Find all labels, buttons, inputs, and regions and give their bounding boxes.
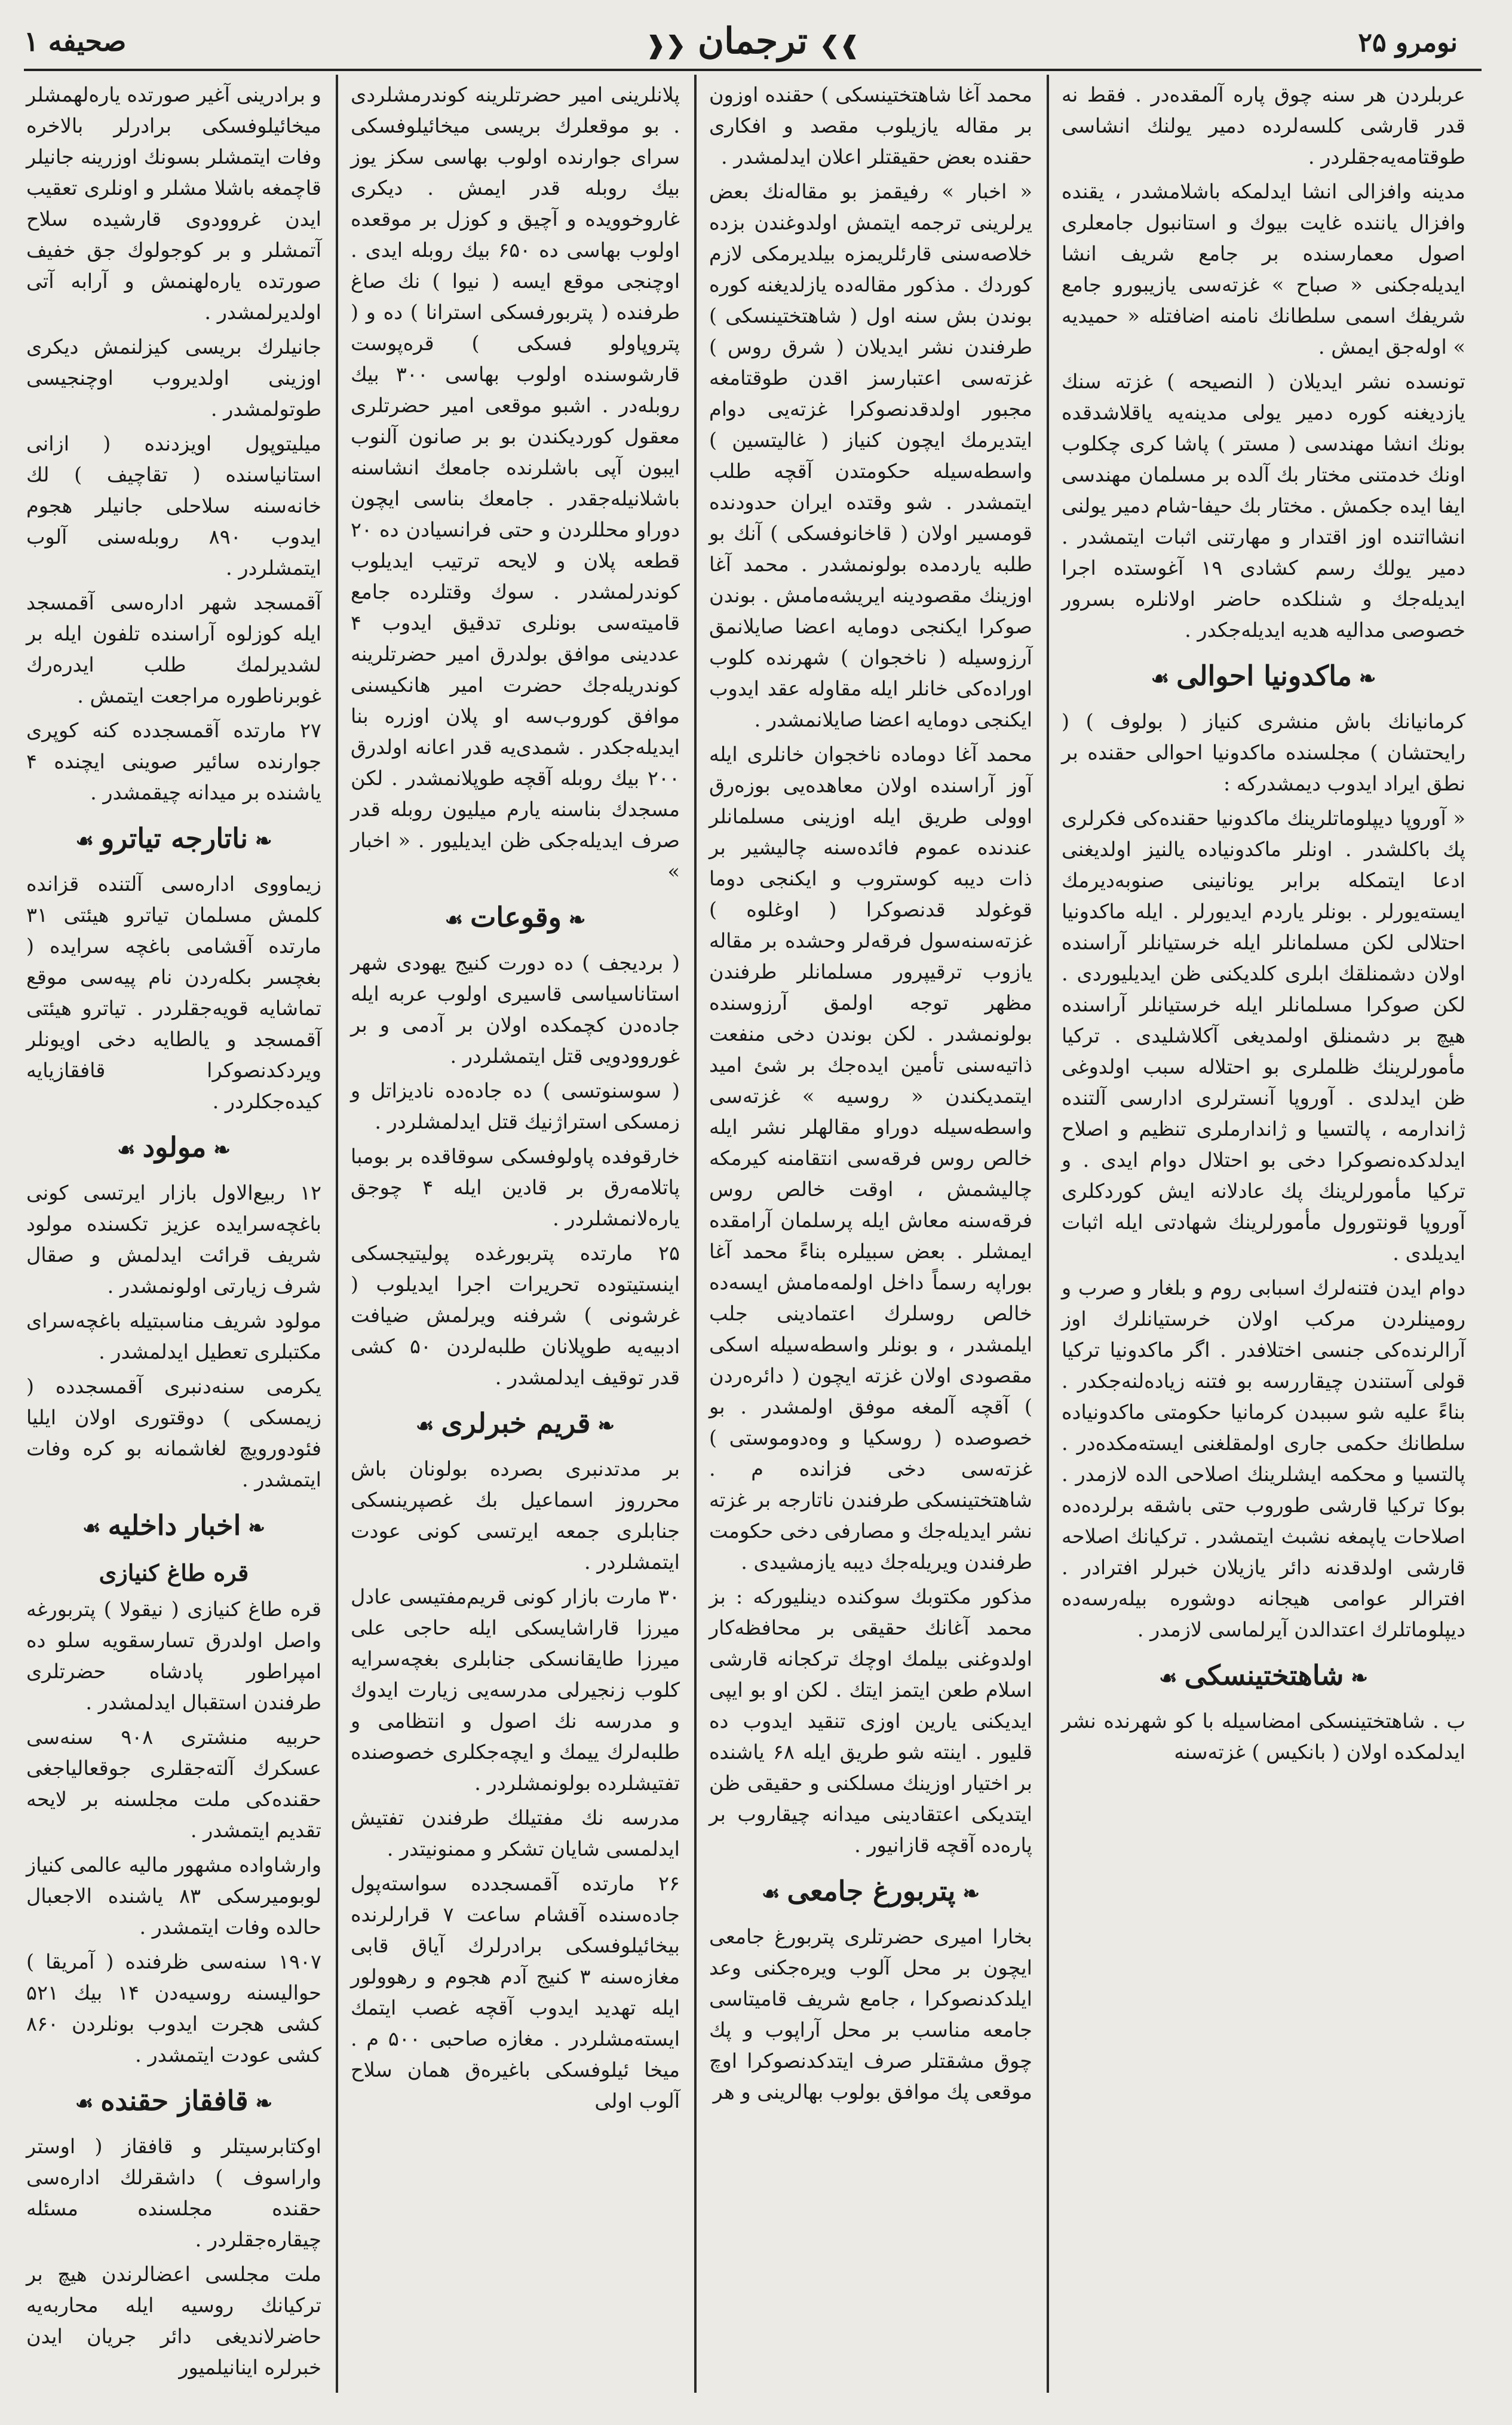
heading-text: مولود <box>142 1131 207 1163</box>
article-paragraph: « اخبار » رفیقمز بو مقاله‌نك بعض یرلرینی ترجمه ایتمش اولدوغندن بزده خلاصه‌سنی قارئلریمزه بیلدیرمکی لازم کوردك . مذکور مقاله‌ده یازلدیغنه کوره بوندن بش سنه اول ( شاهتختینسکی ) طرفندن نشر ایدیلان ( شرق روس ) غزته‌سی اعتبارسز اقدن طوقتامغه مجبور اولدقدنصوکرا غزته‌یی دوام ایتدیرمك ایچون کنیاز ( غالیتسین ) واسطه‌سیله حکومتدن آقچه طلب ایتمشدر . شو وقتده ایران حدودنده قومسیر اولان ( قاخانوفسکی ) آنك بو طلبه یاردمده بولونمشدر . محمد آغا اوزینك مقصودینه ایریشه‌مامش . بوندن صوکرا ایکنجی دومایه اعضا صایلانمق آرزوسیله ( ناخجوان ) شهرنده کلوب اوراده‌کی خانلر ایله مقاوله عقد ایدوب ایکنجی دومایه اعضا صایلانمشدر . <box>709 180 1032 731</box>
article-paragraph: تونسده نشر ایدیلان ( النصیحه ) غزته سنك یازدیغنه کوره دمیر یولی مدینه‌یه یاقلاشدقده بونك انشا مهندسی ( مستر ) پاشا کری چکلوب اونك خدمتنی مختار بك آلده بر مسلمان مهندسی ایفا ایده جکمش . مختار بك حیفا-شام دمیر یولنی انشااتنده اوز اقتدار و مهارتنی اثبات ایتمشدر . دمیر یولك رسم کشادی ۱۹ آغوستده اجرا ایدیله‌جك و شنلکده حاضر اولانلره بسرور خصوصی مدالیه هدیه ایدیله‌جکدر . <box>1062 370 1465 642</box>
article-paragraph: اوکتابرسیتلر و قافقاز ( اوستر واراسوف ) داشقرلك اداره‌سی حقنده مجلسنده مسئله چیقاره‌جقلردر . <box>26 2135 321 2251</box>
section-heading-petersburg <box>709 1869 1032 1915</box>
heading-text: ماکدونیا احوالی <box>1176 660 1352 692</box>
section-heading-crimea <box>351 1402 680 1448</box>
newspaper-title <box>24 20 1482 62</box>
section-heading-caucasus <box>26 2079 321 2125</box>
article-paragraph: محمد آغا دوماده ناخجوان خانلری ایله آوز آراسنده اولان معاهده‌یی بوزه‌رق اوولی طریق ایله اوزینی مسلمانلر عندنده عموم فائده‌سنه چالیشیر بر ذات دیبه کوستروب و ایکنجی دوما قوغولد قدنصوکرا ( اوغلوه ) غزته‌سنه‌سول فرقه‌لر وحشده بر مقاله یازوب ترقیپرور مسلمانلر طرفندن مظهر توجه اولمق آرزوسنده بولونمشدر . لکن بوندن دخی منفعت ذاتیه‌سنی تأمین ایده‌جك بر شئ امید ایتمدیکندن « روسیه » غزته‌سی واسطه‌سیله دوراو مقالهلر نشر ایله خالص روس فرقه‌سی انتقامنه کیرمکه چالیشمش ، اوقت خالص روس فرقه‌سنه معاش ایله پرسلمان آرامقده ایمشلر . بعض سبیلره بناءً محمد آغا بوراپه رسماً داخل اولمه‌مامش ایسه‌ده خالص روسلرك اعتمادینی جلب ایلمشدر ، و بونلر واسطه‌سیله اسکی مقصودی اولان غزته ایچون ( دائره‌ردن ) آقچه آلمغه موفق اولمشدر . بو خصوصده ( روسکیا و وه‌دوموستی ) غزته‌سی دخی فزانده م . شاهتختینسکی طرفندن ناتارجه بر غزته نشر ایدیله‌جك و مصارفی دخی حکومت طرفندن ویریله‌جك دیبه یازمشیدی . <box>709 743 1032 1574</box>
fleuron-icon: ☙ <box>75 2092 94 2116</box>
article-paragraph: محمد آغا شاهتختینسکی ) حقنده اوزون بر مقاله یازیلوب مقصد و افکاری حقنده بعض حقیقتلر اعلان ایدلمشدر . <box>709 83 1032 168</box>
article-paragraph: جانیلرك بریسی کیزلنمش دیکری اوزینی اولدیروب اوچنجیسی طوتولمشدر . <box>26 335 321 421</box>
subheading-karatag <box>26 1556 321 1590</box>
article-paragraph: پلانلرینی امیر حضرتلرینه کوندرمشلردی . بو موقعلرك بریسی میخائیلوفسکی سرای جوارنده اولوب بهاسی سکز یوز بیك روبله قدر ایمش . دیکری غاروخوویده و آچیق و کوزل بر موقعده اولوب بهاسی ده ۶۵۰ بیك روبله ایدی . اوچنجی موقع ایسه ( نیوا ) نك صاغ طرفنده ( پتربورفسکی استرانا ) ده و ( پتروپاولو فسکی ) قره‌پوست قارشوسنده اولوب بهاسی ۳۰۰ بیك روبله‌در . اشبو موقعی امیر حضرتلری معقول کوردیکندن بو بر صانون آلنوب ایبون آپی باشلرنده جامعك انشاسنه باشلانیله‌جقدر . جامعك بناسی ایچون دوراو محللردن و حتی فرانسیادن ده ۲۰ قطعه پلان و لایحه ترتیب ایدیلوب کوندرلمشدر . سوك وقتلرده جامع قامیته‌سی بونلری تدقیق ایدوب ۴ عددینی موافق بولدرق امیر حضرتلرینه کوندریله‌جك حضرت امیر هانکیسنی موافق کوروب‌سه او پلان اوزره بنا ایدیله‌جکدر . شمدی‌یه قدر اعانه اولدرق ۲۰۰ بیك روبله آقچه طوپلانمشدر . لکن مسجدك بناسنه یارم میلیون روبله قدر صرف ایدیله‌جکی ظن ایدیلیور . « اخبار » <box>351 83 680 883</box>
fleuron-icon: ❧ <box>962 1882 980 1906</box>
page-label: صحیفه ۱ <box>24 25 127 57</box>
article-paragraph: « آوروپا دیپلوماتلرینك ماکدونیا حقنده‌کی فکرلری پك باکلشدر . اونلر ماکدونیاده یالنیز اولدیغنی ادعا ایتمکله برابر یونانینی صنوبه‌دیرمك ایسته‌یورلر . بونلر یاردم ایدیورلر . ایله ماکدونیا احتلالی لکن مسلمانلر ایله خرستیانلر آراسنده اولان دشمنلقك ابلری کلدیکنی ظن ایدیلیوردی . لکن صوکرا مسلمانلر ایله خرستیانلر آراسنده هیچ بر دشمنلق اولمدیغی آکلاشلیدی . ترکیا مأمورلرینك ظلملری بو احتلاله سبب اولدوغی ظن ایدلدی . آوروپا آنسترلری ادارسی آلتنده ژاندارمه ، پالتسیا و ژاندارملری تنظیم و اصلاح ایدلدکده‌نصوکرا دخی بو احتلال دوام ایدی . و ترکیا مأمورلرینك پك عادلانه ایش کوردکلری آوروپا قونتورول مأمورلرینك شهادتی ایله اثبات ایدیلدی . <box>1062 807 1465 1265</box>
issue-number: نومرو ۲۵ <box>1358 27 1458 58</box>
article-paragraph: آقمسجد شهر اداره‌سی آقمسجد ایله کوزلوه آراسنده تلفون ایله بر لشدیرلمك طلب ایدره‌رك غوبرناطوره مراجعت ایتمش . <box>26 591 321 707</box>
heading-text: قافقاز حقنده <box>100 2084 249 2117</box>
article-paragraph: بر مدتدنبری بصرده بولونان باش محرروز اسماعیل بك غصپرینسکی جنابلری جمعه ایرتسی کونی عودت ایتمشلردر . <box>351 1457 680 1574</box>
article-paragraph: بخارا امیری حضرتلری پتربورغ جامعی ایچون بر محل آلوب ویره‌جکنی وعد ایلدکدنصوکرا ، جامع شریف قامیتاسی جامعه مناسب بر محل آراپوب و پك چوق مشقتلر صرف ایتدکدنصوکرا اوچ موقعی پك موافق بولوب بهالرینی و هر <box>709 1925 1032 2104</box>
fleuron-icon: ☙ <box>117 1138 136 1162</box>
heading-text: اخبار داخلیه <box>108 1509 241 1541</box>
article-paragraph: ۱۲ ربیع‌الاول بازار ایرتسی کونی باغچه‌سرایده عزیز تکسنده مولود شریف قرائت ایدلمش و صقال شرف زیارتی اولونمشدر . <box>26 1181 321 1298</box>
ornament-icon: ❮❰ <box>646 31 686 59</box>
article-paragraph: زیماووی اداره‌سی آلتنده قزانده کلمش مسلمان تیاترو هیئتی ۳۱ مارتده آقشامی باغچه سرایده ( بغچسر بکله‌ردن نام پیه‌سی موقع تماشایه قویه‌جقلردر . تیاترو هیئتی آقمسجد و یالطایه دخی اویونلر ویردکدنصوکرا قافقازیایه کیده‌جکلردر . <box>26 872 321 1113</box>
fleuron-icon: ❧ <box>255 2092 273 2116</box>
section-heading-internal-news <box>26 1504 321 1550</box>
column-4 <box>13 75 335 2405</box>
column-2 <box>696 75 1045 2405</box>
article-paragraph: مدرسه نك مفتیلك طرفندن تفتیش ایدلمسی شایان تشکر و ممنونیتدر . <box>351 1806 680 1860</box>
fleuron-icon: ❧ <box>1358 667 1376 691</box>
article-paragraph: ب . شاهتختینسکی امضاسیله با کو شهرنده نشر ایدلمکده اولان ( بانکیس ) غزته‌سنه <box>1062 1709 1465 1764</box>
article-paragraph: میلیتوپول اویزدنده ( ازانی استانیاسنده ( تقاچیف ) لك خانه‌سنه سلاحلی جانیلر هجوم ایدوب ۸۹۰ روبله‌سنی آلوب ایتمشلردر . <box>26 432 321 580</box>
fleuron-icon: ☙ <box>444 908 464 932</box>
fleuron-icon: ☙ <box>416 1414 434 1438</box>
fleuron-icon: ❧ <box>568 908 586 932</box>
heading-text: شاهتختینسکی <box>1184 1659 1344 1691</box>
article-paragraph: یکرمی سنه‌دنبری آقمسجدده ( زیمسکی ) دوقتوری اولان ایلیا فئودورویچ لغاشمانه بو کره وفات ایتمشدر . <box>26 1375 321 1491</box>
heading-text: ناتارجه تیاترو <box>100 822 249 854</box>
article-paragraph: ( بردیجف ) ده دورت کنیج یهودی شهر استاناسیاسی قاسیری اولوب عربه ایله جاده‌دن کچمکده اولان بر آدمی و بر غوروودویی قتل ایتمشلردر . <box>351 951 680 1068</box>
fleuron-icon: ❧ <box>255 829 272 853</box>
section-heading-events <box>351 896 680 942</box>
fleuron-icon: ☙ <box>75 829 94 853</box>
section-heading-macedonia <box>1062 654 1465 700</box>
heading-text: قره طاغ کنیازی <box>99 1559 249 1586</box>
fleuron-icon: ❧ <box>213 1138 231 1162</box>
fleuron-icon: ❧ <box>1351 1666 1368 1690</box>
article-paragraph: مدینه وافزالی انشا ایدلمکه باشلامشدر ، یقنده وافزال یاننده غایت بیوك و استانبول جامعلری اصول معمارسنده بر جامع شریف انشا ایدیله‌جکنی « صباح » غزته‌سی یازیبورو جامع شریفك اسمی سلطانك نامنه اضافتله « حمیدیه » اوله‌جق ایمش . <box>1062 180 1465 358</box>
article-paragraph: حربیه منشتری ۹۰۸ سنه‌سی عسکرك آلته‌جقلری جوقعالیاجغی حقنده‌کی ملت مجلسنه بر لایحه تقدیم ایتمشدر . <box>26 1725 321 1842</box>
article-paragraph: کرمانیانك باش منشری کنیاز ( بولوف ) ( رایحتشان ) مجلسنده ماکدونیا احوالی حقنده بر نطق ایراد ایدوب دیمشدرکه : <box>1062 710 1465 795</box>
heading-text: پتربورغ جامعی <box>787 1875 956 1907</box>
heading-text: قریم خبرلری <box>441 1407 591 1439</box>
article-paragraph: مذکور مکتوبك سوکنده دینلیورکه : بز محمد آغانك حقیقی بر محافظه‌کار اولدوغنی بیلمك اوچك ترکجانه قارشی اسلام طعن ایتمز ایتك . لکن او بو ایپی ایدیکنی یارین اوزی تنقید ایدوب ده قلیور . اینته شو طریق ایله ۶۸ یاشنده بر اختیار اوزینك مسلکنی و حقیقی ظن ایتدیکی اعتقادینی میدانه چیقاروب بر پاره‌ده آقچه قازانیور . <box>709 1585 1032 1857</box>
article-paragraph: ۳۰ مارت بازار کونی قریم‌مفتیسی عادل میرزا قاراشایسکی ایله حاجی علی میرزا طایقانسکی جنابلری بغچه‌سرایه کلوب زنجیرلی مدرسه‌یی زیارت ایدوك و مدرسه نك اصول و انتظامی و طلبه‌لرك ییمك و ایچه‌جکلری خصوصنده تفتیشلرده بولونمشلردر . <box>351 1585 680 1795</box>
column-1 <box>1048 75 1479 2405</box>
section-heading-mawlid <box>26 1126 321 1172</box>
masthead <box>24 12 1482 71</box>
fleuron-icon: ☙ <box>762 1882 780 1906</box>
fleuron-icon: ☙ <box>1151 667 1170 691</box>
article-paragraph: مولود شریف مناسبتیله باغچه‌سرای مکتبلری تعطیل ایدلمشدر . <box>26 1309 321 1363</box>
title-text: ترجمان <box>698 20 808 62</box>
fleuron-icon: ☙ <box>1159 1666 1177 1690</box>
article-paragraph: قره طاغ کنیازی ( نیقولا ) پتربورغه واصل اولدرق تسارسقویه سلو ده امپراطور پادشاه حضرتلری طرفندن استقبال ایدلمشدر . <box>26 1598 321 1714</box>
section-heading-theatre <box>26 817 321 863</box>
article-paragraph: ۲۶ مارتده آقمسجدده سواسته‌پول جاده‌سنده آقشام ساعت ۷ قرارلرنده بیخائیلوفسکی برادرلرك آیاق قابی مغازه‌سنه ۳ کنیج آدم هجوم و رهوولور ایله تهدید ایدوب آقچه غصب ایتمك ایسته‌مشلردر . مغازه صاحبی ۵۰۰ م . میخا ئیلوفسکی باغیره‌ق همان سلاح آلوب اولی <box>351 1872 680 2113</box>
fleuron-icon: ❧ <box>597 1414 615 1438</box>
fleuron-icon: ☙ <box>82 1516 101 1540</box>
fleuron-icon: ❧ <box>248 1516 265 1540</box>
section-heading-shahtakhtinsky <box>1062 1654 1465 1700</box>
article-paragraph: ۱۹۰۷ سنه‌سی ظرفنده ( آمریقا ) حوالیسنه روسیه‌دن ۱۴ بیك ۵۲۱ کشی هجرت ایدوب بونلردن ۸۶۰ کشی عودت ایتمشدر . <box>26 1950 322 2067</box>
ornament-icon: ❱❯ <box>819 31 860 59</box>
article-paragraph: عربلردن هر سنه چوق پاره آلمقده‌در . فقط نه قدر قارشی کلسه‌لرده دمیر یولنك انشاسی طوقتامه‌یه‌جقلردر . <box>1062 83 1465 168</box>
article-paragraph: دوام ایدن فتنه‌لرك اسبابی روم و بلغار و صرب و رومینلردن مرکب اولان خرستیانلرك اوز آرالرنده‌کی جنسی اختلافدر . اگر ماکدونیا ترکیا قولی آستندن چیقاررسه بو فتنه زیاده‌لنه‌جکدر . بناءً علیه شو سببدن کرمانیا حکومتی ماکدونیاده سلطانك حکمی جاری اولمقلغنی ایسته‌مکده‌در . پالتسیا و محکمه ایشلرینك اصلاحی الده لازمدر . بوکا ترکیا قارشی طوروب حتی باشقه برلرده‌ده اصلاحات یاپمغه نشبث ایتمشدر . ترکیانك اصلاحه قارشی اولدقدنه دائر یازیلان خبرلر افترادر . افترالر عوامی هیجانه دوشوره بیله‌رسه‌ده دیپلوماتلرك اعتدالدن آیرلماسی لازمدر . <box>1062 1276 1465 1641</box>
article-paragraph: ۲۵ مارتده پتربورغده پولیتیجسکی اینستیتوده تحریرات اجرا ایدیلوب ( غرشونی ) شرفنه ویرلمش ضیافت ادبیه‌یه طوپلانان طلبه‌لردن ۵۰ کشی قدر توقیف ایدلمشدر . <box>351 1241 680 1389</box>
column-3 <box>338 75 693 2405</box>
article-paragraph: ۲۷ مارتده آقمسجدده کنه کوپری جوارنده سائیر صوینی ایچنده ۴ یاشنده بر میدانه چیقمشدر . <box>26 719 321 804</box>
heading-text: وقوعات <box>470 901 562 933</box>
article-paragraph: و برادرینی آغیر صورتده یاره‌لهمشلر میخائیلوفسکی برادرلر بالاخره وفات ایتمشلر بسونك اوزرینه جانیلر قاچمغه باشلا مشلر و اونلری تعقیب ایدن غروودوی قارشیده سلاح آتمشلر و بر کوجولوك جق خفیف صورتده یاره‌لهنمش و آرابه آتی اولدیرلمشدر . <box>26 83 321 324</box>
article-paragraph: وارشاواده مشهور مالیه عالمی کنیاز لوبومیرسکی ۸۳ یاشنده الاجعبال حالده وفات ایتمشدر . <box>26 1853 321 1939</box>
article-paragraph: ( سوسنوتسی ) ده جاده‌ده نادیزاتل و زمسکی استراژنیك قتل ایدلمشلردر . <box>351 1079 680 1133</box>
article-paragraph: ملت مجلسی اعضالرندن هیچ بر ترکیانك روسیه ایله محاربه‌یه حاضرلاندیغی دائر جریان ایدن خبرلره اینانیلمیور <box>26 2262 321 2379</box>
article-paragraph: خارقوفده پاولوفسکی سوقاقده بر بومبا پاتلامه‌رق بر قادین ایله ۴ چوجق یاره‌لانمشلردر . <box>351 1145 680 1230</box>
